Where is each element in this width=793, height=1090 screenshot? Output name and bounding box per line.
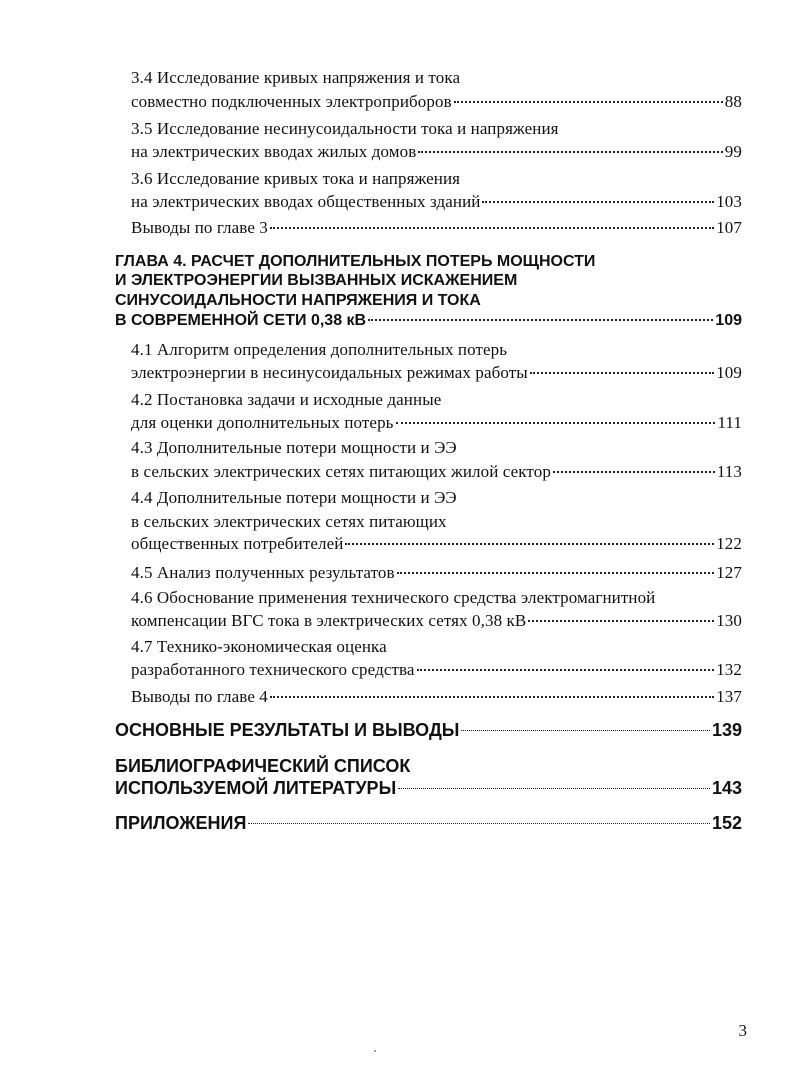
dot-leader bbox=[530, 372, 714, 374]
dot-leader bbox=[396, 422, 716, 424]
toc-entry-title: компенсации ВГС тока в электрических сетях 0,38 кВ bbox=[131, 611, 527, 630]
toc-entry-title: разработанного технического средства bbox=[131, 660, 415, 679]
toc-entry-page: 111 bbox=[717, 413, 742, 432]
toc-entry-page: 137 bbox=[716, 687, 742, 706]
toc-entry-title: для оценки дополнительных потерь bbox=[131, 413, 394, 432]
dot-leader bbox=[270, 696, 714, 698]
toc-entry-line bbox=[131, 192, 742, 212]
toc-entry-title: 4.4 Дополнительные потери мощности и ЭЭ bbox=[131, 488, 457, 507]
toc-entry-page: 143 bbox=[711, 778, 742, 798]
toc-entry-line bbox=[131, 687, 742, 707]
dot-leader bbox=[368, 319, 713, 321]
toc-entry-line bbox=[131, 340, 507, 360]
toc-entry-line bbox=[115, 720, 742, 741]
dot-leader bbox=[461, 730, 710, 731]
toc-entry-page: 88 bbox=[724, 92, 742, 111]
toc-entry-page: 109 bbox=[716, 363, 742, 382]
toc-entry-line bbox=[131, 462, 742, 482]
toc-entry-title: совместно подключенных электроприборов bbox=[131, 92, 452, 111]
dot-leader bbox=[418, 151, 722, 153]
toc-entry-title: 4.5 Анализ полученных результатов bbox=[131, 563, 395, 582]
toc-entry-title: на электрических вводах общественных зданий bbox=[131, 192, 481, 211]
toc-entry-line bbox=[131, 563, 742, 583]
toc-entry-title: в сельских электрических сетях питающих bbox=[131, 512, 447, 531]
dot-leader bbox=[397, 572, 715, 574]
toc-entry-title: 4.6 Обоснование применения технического средства электромагнитной bbox=[131, 588, 656, 607]
toc-entry-line bbox=[131, 534, 742, 554]
toc-entry-title: 4.1 Алгоритм определения дополнительных потерь bbox=[131, 340, 508, 359]
toc-entry-title: в сельских электрических сетях питающих жилой сектор bbox=[131, 462, 551, 481]
toc-entry-line bbox=[131, 218, 742, 238]
toc-entry-line bbox=[131, 413, 742, 433]
toc-entry-page: 109 bbox=[715, 312, 742, 329]
toc-entry-line bbox=[131, 119, 559, 139]
dot-leader bbox=[398, 788, 710, 789]
toc-entry-title: 4.2 Постановка задачи и исходные данные bbox=[131, 390, 442, 409]
dot-leader bbox=[248, 823, 710, 824]
toc-entry-title: Выводы по главе 3 bbox=[131, 218, 268, 237]
toc-entry-title: 4.7 Технико-экономическая оценка bbox=[131, 637, 387, 656]
toc-entry-title: ИСПОЛЬЗУЕМОЙ ЛИТЕРАТУРЫ bbox=[115, 778, 397, 798]
toc-entry-page: 132 bbox=[716, 660, 742, 679]
toc-entry-page: 127 bbox=[716, 563, 742, 582]
toc-entry-line bbox=[115, 813, 742, 834]
dot-leader bbox=[528, 620, 714, 622]
page-number: 3 bbox=[738, 1021, 747, 1040]
toc-entry-title: 3.5 Исследование несинусоидальности тока и напряжения bbox=[131, 119, 559, 138]
toc-entry-title: Выводы по главе 4 bbox=[131, 687, 268, 706]
toc-entry-line bbox=[115, 272, 517, 290]
toc-entry-line bbox=[131, 169, 460, 189]
toc-entry-line bbox=[131, 512, 447, 532]
toc-entry-line bbox=[131, 363, 742, 383]
toc-entry-line bbox=[131, 68, 460, 88]
toc-entry-line bbox=[131, 488, 457, 508]
toc-entry-line bbox=[131, 588, 655, 608]
dot-leader bbox=[270, 227, 714, 229]
toc-entry-page: 107 bbox=[716, 218, 742, 237]
toc-entry-line bbox=[131, 660, 742, 680]
toc-entry-title: 3.6 Исследование кривых тока и напряжения bbox=[131, 169, 461, 188]
dot-leader bbox=[482, 201, 714, 203]
toc-entry-line bbox=[115, 756, 410, 777]
toc-entry-title: ОСНОВНЫЕ РЕЗУЛЬТАТЫ И ВЫВОДЫ bbox=[115, 720, 460, 740]
dot-leader bbox=[345, 543, 714, 545]
toc-entry-line bbox=[115, 778, 742, 799]
dot-leader bbox=[553, 471, 715, 473]
toc-entry-title: ПРИЛОЖЕНИЯ bbox=[115, 813, 247, 833]
toc-entry-title: 4.3 Дополнительные потери мощности и ЭЭ bbox=[131, 438, 457, 457]
dot-leader bbox=[417, 669, 715, 671]
toc-entry-page: 122 bbox=[716, 534, 742, 553]
toc-entry-title: И ЭЛЕКТРОЭНЕРГИИ ВЫЗВАННЫХ ИСКАЖЕНИЕМ bbox=[115, 272, 518, 289]
toc-entry-line bbox=[115, 253, 595, 271]
toc-entry-line bbox=[131, 92, 742, 112]
toc-entry-page: 113 bbox=[716, 462, 742, 481]
toc-entry-page: 130 bbox=[716, 611, 742, 630]
toc-entry-title: общественных потребителей bbox=[131, 534, 344, 553]
scan-speck bbox=[374, 1050, 376, 1052]
toc-entry-title: В СОВРЕМЕННОЙ СЕТИ 0,38 кВ bbox=[115, 312, 367, 329]
toc-entry-title: БИБЛИОГРАФИЧЕСКИЙ СПИСОК bbox=[115, 756, 411, 776]
toc-entry-line bbox=[131, 637, 387, 657]
toc-entry-page: 152 bbox=[711, 813, 742, 833]
toc-entry-page: 103 bbox=[716, 192, 742, 211]
toc-entry-title: ГЛАВА 4. РАСЧЕТ ДОПОЛНИТЕЛЬНЫХ ПОТЕРЬ МОЩНОСТИ bbox=[115, 253, 596, 270]
toc-entry-page: 139 bbox=[711, 720, 742, 740]
dot-leader bbox=[454, 101, 723, 103]
toc-entry-title: электроэнергии в несинусоидальных режимах работы bbox=[131, 363, 528, 382]
toc-entry-line bbox=[131, 390, 441, 410]
toc-entry-title: 3.4 Исследование кривых напряжения и тока bbox=[131, 68, 461, 87]
toc-entry-line bbox=[131, 142, 742, 162]
toc-entry-line bbox=[115, 292, 481, 310]
toc-entry-title: СИНУСОИДАЛЬНОСТИ НАПРЯЖЕНИЯ И ТОКА bbox=[115, 292, 481, 309]
toc-entry-title: на электрических вводах жилых домов bbox=[131, 142, 417, 161]
toc-entry-line bbox=[131, 611, 742, 631]
toc-entry-line bbox=[115, 312, 742, 330]
toc-entry-line bbox=[131, 438, 457, 458]
toc-entry-page: 99 bbox=[724, 142, 742, 161]
